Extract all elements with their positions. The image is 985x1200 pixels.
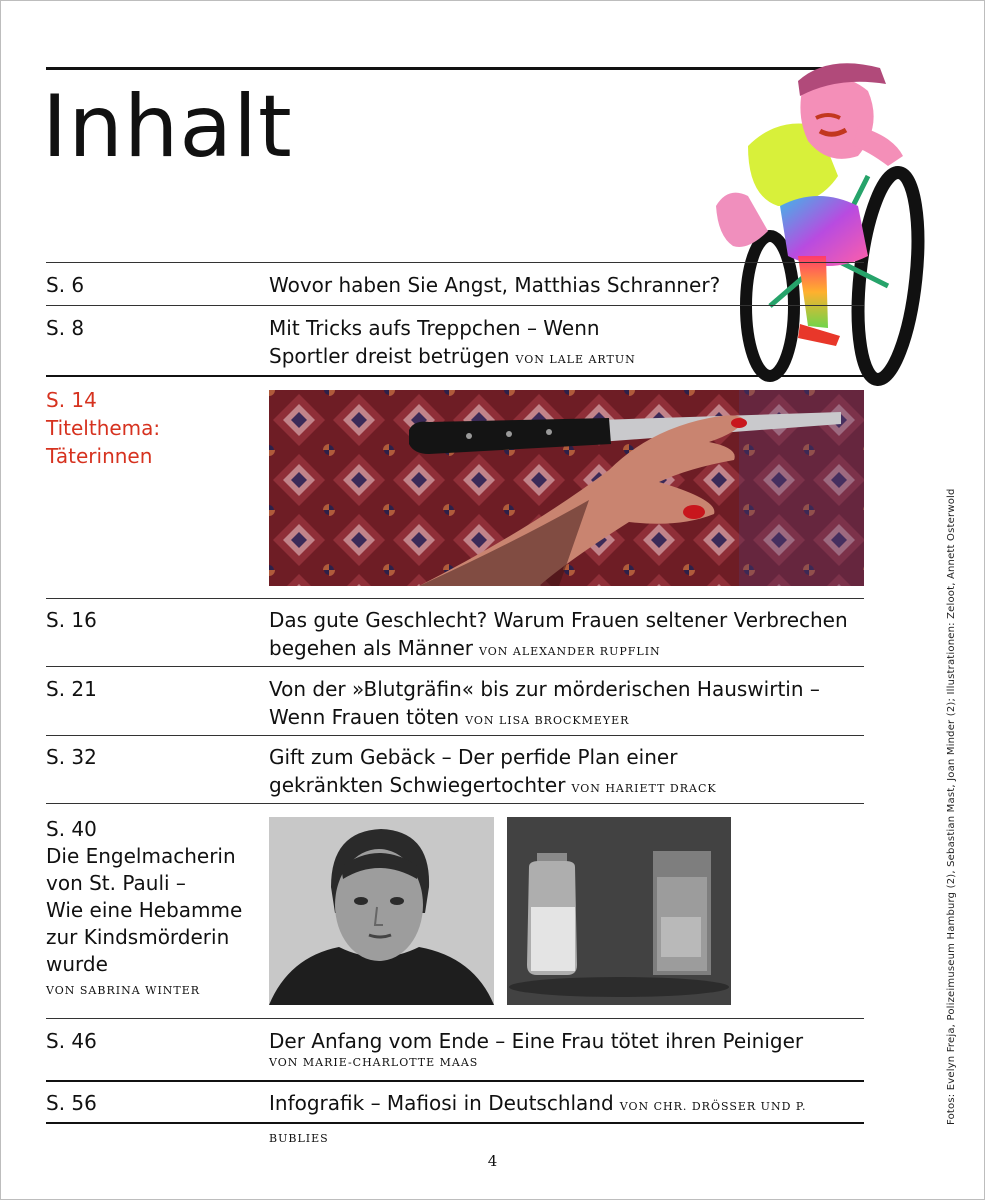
knife-hand-photo-icon	[269, 390, 864, 586]
entry-title[interactable]	[269, 675, 869, 735]
row-divider	[46, 1122, 864, 1124]
entry-page: S. 40	[46, 817, 97, 841]
entry-title-line: von St. Pauli –	[46, 871, 186, 895]
entry-page: S. 16	[46, 608, 97, 632]
row-divider	[46, 803, 864, 804]
entry-author: VON LALE ARTUN	[515, 353, 636, 366]
entry-title-text: Wovor haben Sie Angst, Matthias Schranner?	[269, 273, 721, 297]
row-divider	[46, 666, 864, 667]
entry-page: S. 46	[46, 1029, 97, 1053]
entry-page: S. 6	[46, 273, 85, 297]
row-divider	[46, 262, 864, 263]
entry-subtitle: Täterinnen	[46, 444, 153, 468]
photo-credit: Fotos: Evelyn Freja, Polizeimuseum Hamburg (2), Sebastian Mast, Joan Minder (2); Illustrationen: Zeloot, Annett Osterwold	[946, 488, 957, 1125]
entry-author: VON ALEXANDER RUPFLIN	[479, 645, 661, 658]
entry-author: VON CHR. DRÖSSER UND P. BUBLIES	[269, 1100, 807, 1145]
entry-title-text: Der Anfang vom Ende – Eine Frau tötet ihren Peiniger	[269, 1029, 804, 1053]
entry-page: S. 32	[46, 745, 97, 769]
entry-title[interactable]	[269, 271, 869, 299]
entry-title-line: Wenn Frauen töten	[269, 705, 460, 729]
page-number: 4	[487, 1152, 498, 1170]
entry-title-line: wurde	[46, 952, 108, 976]
entry-title[interactable]	[269, 314, 869, 374]
feature-entry-block[interactable]	[46, 816, 261, 998]
cover-story-block[interactable]	[46, 386, 160, 470]
entry-page: S. 21	[46, 677, 97, 701]
entry-page: S. 8	[46, 316, 85, 340]
entry-page: S. 56	[46, 1091, 97, 1115]
entry-title-line: gekränkten Schwiegertochter	[269, 773, 566, 797]
row-divider	[46, 1018, 864, 1019]
woman-portrait-photo-icon	[269, 817, 494, 1005]
row-divider	[46, 598, 864, 599]
entry-title-text: Infografik – Mafiosi in Deutschland	[269, 1091, 614, 1115]
entry-page: S. 14	[46, 388, 97, 412]
entry-title-line: Gift zum Gebäck – Der perfide Plan einer	[269, 745, 678, 769]
entry-title-line: Die Engelmacherin	[46, 844, 236, 868]
entry-title[interactable]	[269, 1089, 869, 1153]
entry-title[interactable]	[269, 1027, 869, 1071]
entry-author: VON SABRINA WINTER	[46, 984, 201, 997]
entry-title-line: Mit Tricks aufs Treppchen – Wenn	[269, 316, 600, 340]
entry-author: VON HARIETT DRACK	[571, 782, 717, 795]
row-divider	[46, 735, 864, 736]
entry-title[interactable]	[269, 743, 869, 803]
entry-title-line: Wie eine Hebamme	[46, 898, 243, 922]
poison-jars-photo-icon	[507, 817, 731, 1005]
page-title: Inhalt	[42, 77, 293, 177]
entry-author: VON LISA BROCKMEYER	[465, 714, 630, 727]
entry-author: VON MARIE-CHARLOTTE MAAS	[269, 1056, 479, 1069]
entry-title-line: zur Kindsmörderin	[46, 925, 230, 949]
row-divider	[46, 375, 864, 377]
entry-title-line: Das gute Geschlecht? Warum Frauen seltener Verbrechen	[269, 608, 848, 632]
entry-title-line: Von der »Blutgräfin« bis zur mörderischen Hauswirtin –	[269, 677, 820, 701]
row-divider	[46, 1080, 864, 1082]
entry-title[interactable]	[269, 606, 869, 666]
entry-title: Titelthema:	[46, 416, 161, 440]
entry-title-line: Sportler dreist betrügen	[269, 344, 510, 368]
row-divider	[46, 305, 864, 306]
entry-title-line: begehen als Männer	[269, 636, 473, 660]
